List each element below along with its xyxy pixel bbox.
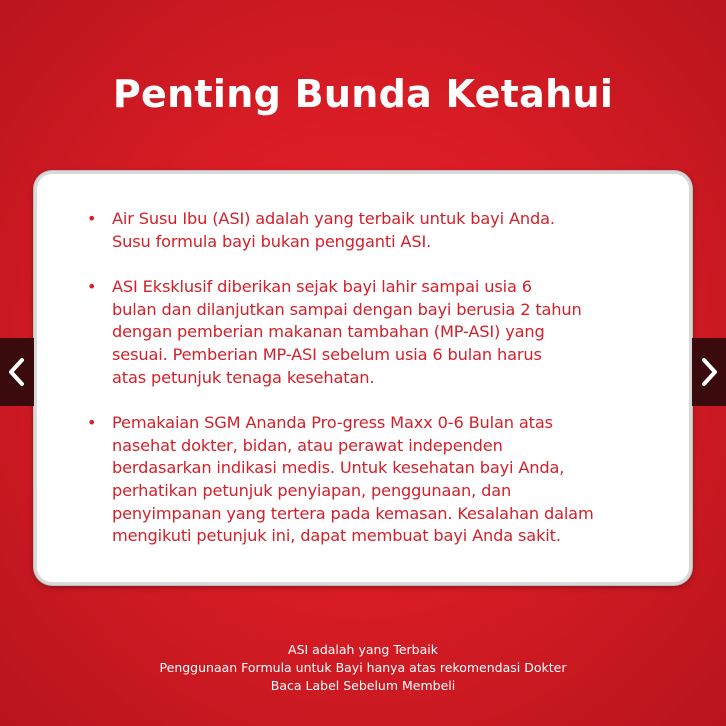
bullet-icon: • <box>87 209 97 228</box>
list-item <box>87 412 667 548</box>
list-item-line: atas petunjuk tenaga kesehatan. <box>112 367 375 387</box>
list-item-line: Air Susu Ibu (ASI) adalah yang terbaik untuk bayi Anda. <box>112 209 555 228</box>
carousel-prev-button[interactable] <box>0 338 34 406</box>
disclaimer-footer <box>0 641 726 695</box>
list-item-line: berdasarkan indikasi medis. Untuk kesehatan bayi Anda, <box>112 458 565 478</box>
carousel-next-button[interactable] <box>692 338 726 406</box>
footer-line: Baca Label Sebelum Membeli <box>270 678 456 693</box>
list-item-line: bulan dan dilanjutkan sampai dengan bayi berusia 2 tahun <box>112 299 582 319</box>
list-item <box>87 276 667 389</box>
list-item-line: dengan pemberian makanan tambahan (MP-ASI) yang <box>112 322 545 342</box>
chevron-right-icon <box>699 357 719 387</box>
list-item <box>87 208 667 253</box>
list-item-line: sesuai. Pemberian MP-ASI sebelum usia 6 bulan harus <box>112 344 542 364</box>
page-title: Penting Bunda Ketahui <box>112 72 614 116</box>
info-list <box>87 208 667 571</box>
chevron-left-icon <box>7 357 27 387</box>
bullet-icon: • <box>87 277 97 297</box>
list-item-line: Susu formula bayi bukan pengganti ASI. <box>112 231 432 251</box>
footer-line: Penggunaan Formula untuk Bayi hanya atas rekomendasi Dokter <box>159 660 567 675</box>
list-item-line: perhatikan petunjuk penyiapan, penggunaan, dan <box>112 480 512 500</box>
footer-line: ASI adalah yang Terbaik <box>288 642 438 657</box>
list-item-line: penyimpanan yang tertera pada kemasan. Kesalahan dalam <box>112 503 594 523</box>
list-item-line: mengikuti petunjuk ini, dapat membuat bayi Anda sakit. <box>112 526 561 546</box>
list-item-line: nasehat dokter, bidan, atau perawat independen <box>112 435 503 455</box>
bullet-icon: • <box>87 413 97 433</box>
list-item-line: ASI Eksklusif diberikan sejak bayi lahir sampai usia 6 <box>112 277 532 297</box>
info-card <box>34 171 692 585</box>
list-item-line: Pemakaian SGM Ananda Pro-gress Maxx 0-6 Bulan atas <box>112 413 553 433</box>
